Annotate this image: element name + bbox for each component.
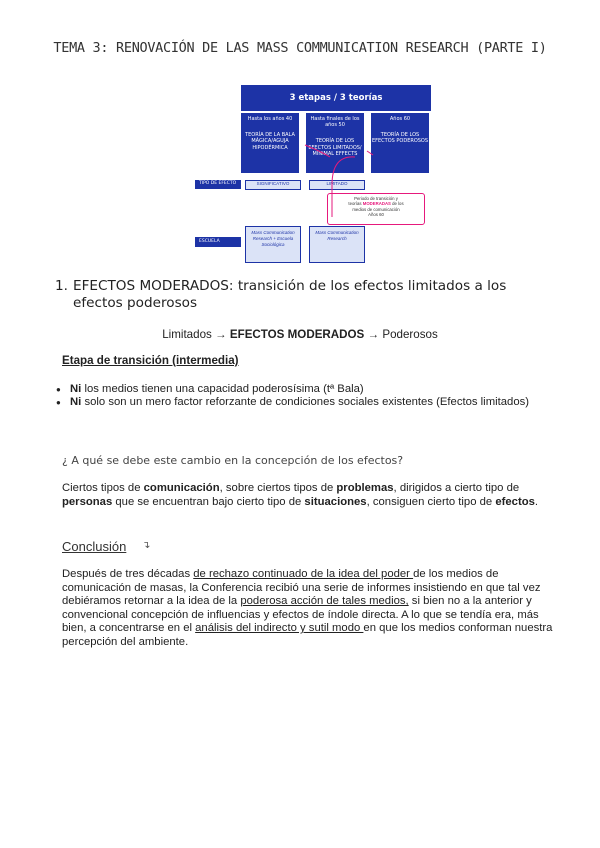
section-title: EFECTOS MODERADOS: transición de los efectos limitados a los efectos poderosos [73,278,507,311]
bullet-text: solo son un mero factor reforzante de condiciones sociales existentes (Efectos limitados) [81,396,530,409]
text: si bien no a la anterior y convencional concepción de influencias y efectos de índole directa. A lo que se tendía era, más bien, a concentrarse en el [62,595,539,635]
row-label-efecto: TIPO DE EFECTO [195,180,241,189]
page-title: TEMA 3: RENOVACIÓN DE LAS MASS COMMUNICATION RESEARCH (PARTE I) [53,40,547,56]
text: Ciertos tipos de [62,482,144,494]
text: , sobre ciertos tipos de [219,482,337,494]
section-heading [55,278,555,312]
note-line-3: medios de comunicación [352,206,400,212]
underlined-text: análisis del indirecto y sutil modo [195,622,364,635]
bold-text: situaciones [304,495,367,508]
theories-diagram [195,85,435,263]
school-box-2: Mass Communication Research [309,226,365,263]
note-line-1: Periodo de transición y [354,196,398,201]
flow-middle: EFECTOS MODERADOS [229,328,365,341]
text: Después de tres décadas [62,568,194,580]
bullet-bold: Ni [70,383,82,395]
text: , consiguen cierto tipo de [366,495,496,508]
section-number: 1. [55,278,68,294]
bullet-bold: Ni [70,396,82,409]
underlined-text: poderosa acción de tales medios, [240,595,409,608]
arrow-down-icon: ↴ [142,540,151,551]
column-theory: TEORÍA DE LOS EFECTOS LIMITADOS/ MINIMAL EFFECTS [308,138,362,157]
flow-right: → Poderosos [367,328,438,341]
column-period: Hasta finales de los años 50 [310,116,360,129]
text: de los medios de comunicación de masas, la Conferencia recibió una serie de informes insistiendo en que tal vez debiéramos retornar a la idea de la [62,568,541,608]
text: . [534,495,539,508]
bold-text: personas [62,495,113,508]
underlined-text: de rechazo continuado de la idea del poder [193,568,414,580]
text: que se encuentran bajo cierto tipo de [112,495,305,508]
note-text: de los [392,201,404,207]
paragraph-1 [62,482,554,509]
conclusion-title: Conclusión [62,539,127,554]
efecto-label-2: LIMITADO [309,180,365,190]
list-item [56,396,556,409]
note-highlight: MODERADAS [362,201,391,207]
paragraph-2 [62,568,554,650]
stage-title: Etapa de transición (intermedia) [62,354,239,367]
flow-left: Limitados → [162,328,227,341]
column-theory: TEORÍA DE LOS EFECTOS PODEROSOS [371,132,429,145]
text: , dirigidos a cierto tipo de [393,482,520,494]
bold-text: comunicación [143,482,220,494]
column-period: Hasta los años 40 [247,116,293,122]
bold-text: efectos [495,495,535,508]
column-theory: TEORÍA DE LA BALA MÁGICA/AGUJA HIPODÉRMICA [245,132,295,151]
transition-arrows-icon [195,85,435,263]
question-text: ¿ A qué se debe este cambio en la concepción de los efectos? [62,454,404,467]
flow-line [0,328,600,341]
bullet-text: los medios tienen una capacidad poderosísima (tª Bala) [81,383,364,395]
bullet-list [56,383,556,409]
row-label-escuela: ESCUELA [195,237,241,247]
school-box-1: Mass Communication Research + Escuela Sociológica [245,226,301,263]
diagram-header: 3 etapas / 3 teorías [241,85,431,111]
text: en que los medios conforman nuestra percepción del ambiente. [62,622,553,648]
column-period: Años 60 [389,116,411,122]
note-line-4: Años 60 [368,212,384,218]
efecto-label-1: SIGNIFICATIVO [245,180,301,190]
list-item [56,383,556,396]
note-text: teorías [348,201,362,207]
bold-text: problemas [336,482,394,494]
